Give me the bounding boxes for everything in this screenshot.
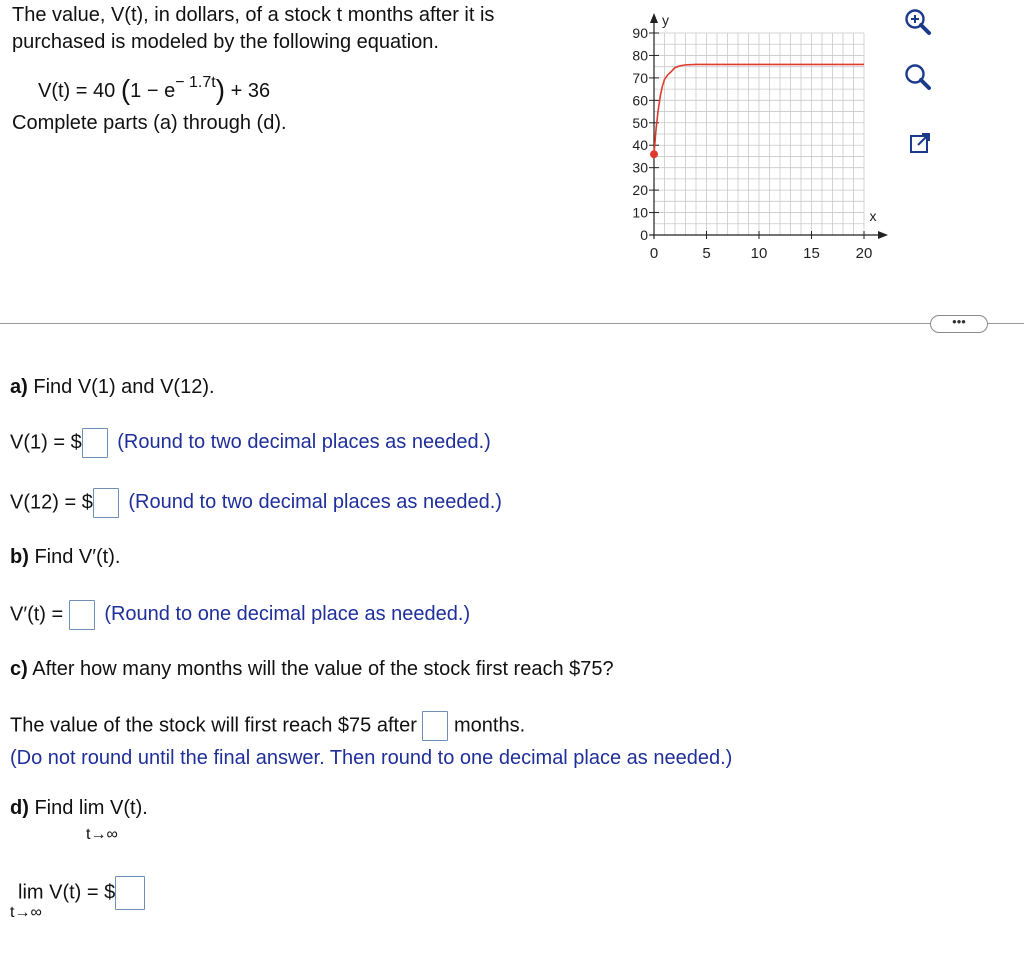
v12-label: V(12) = $ [10,491,93,514]
x-axis-arrow [878,231,888,239]
y-axis-label: y [662,12,669,28]
x-tick-label: 0 [649,245,659,262]
x-axis-label: x [869,208,877,224]
v12-answer-input[interactable] [93,488,119,518]
months-answer-input[interactable] [422,711,448,741]
y-tick-label: 20 [632,182,648,199]
x-tick-label: 15 [803,245,820,262]
vprime-answer-input[interactable] [69,600,95,630]
zoom-out-icon[interactable] [901,60,935,94]
intro-line-2: purchased is modeled by the following equation. [12,31,439,53]
y-tick-label: 0 [640,227,648,243]
part-a-text: Find V(1) and V(12). [27,376,215,398]
v12-row [10,488,502,518]
y-tick-label: 10 [632,204,648,221]
part-c-heading [10,658,614,681]
y-tick-label: 90 [632,25,648,41]
part-b-label: b) [10,546,29,568]
limit-word: lim [18,881,44,904]
v1-row [10,428,491,458]
zoom-in-icon[interactable] [901,5,935,39]
y-tick-label: 80 [632,47,648,64]
x-tick-label: 20 [855,245,873,262]
section-divider [0,323,1024,324]
v1-answer-input[interactable] [82,428,108,458]
part-d-heading [10,797,148,820]
vprime-label: V′(t) = [10,603,64,626]
equation-mid: 1 − e [130,80,176,102]
part-c-label: c) [10,658,28,680]
part-b-heading [10,546,120,569]
y-tick-label: 30 [632,159,648,176]
equation-exponent: − 1.7t [175,74,216,91]
part-d-label: d) [10,797,29,819]
y-tick-label: 50 [632,114,648,131]
part-c-hint: (Do not round until the final answer. Then round to one decimal place as needed.) [10,747,733,769]
x-tick-label: 5 [702,245,711,262]
vprime-hint: (Round to one decimal place as needed.) [104,603,471,626]
popout-icon[interactable] [903,126,937,160]
part-c-sentence-pre: The value of the stock will first reach $75 after [10,714,417,737]
limit-label: V(t) = $ [49,881,116,904]
intro-line-1: The value, V(t), in dollars, of a stock t months after it is [12,4,495,26]
v1-hint: (Round to two decimal places as needed.) [117,431,491,454]
part-d-heading-sub: t→∞ [86,826,118,843]
part-c-sentence-post: months. [453,714,526,737]
start-point [650,150,658,158]
part-a-label: a) [10,376,28,398]
part-c-text: After how many months will the value of the stock first reach $75? [27,658,614,680]
instructions: Complete parts (a) through (d). [12,112,287,134]
limit-answer-sub: t→∞ [10,904,42,921]
y-tick-label: 40 [632,137,648,154]
x-tick-label: 10 [750,245,768,262]
function-graph [610,2,900,272]
y-tick-label: 60 [632,92,648,109]
part-b-text: Find V′(t). [28,546,121,568]
more-options-button[interactable]: ••• [930,315,988,333]
equation-lhs: V(t) = 40 [38,80,116,102]
equation-open-paren: ( [120,74,131,105]
equation [38,72,270,104]
v1-label: V(1) = $ [10,431,82,454]
part-c-sentence [10,711,525,741]
equation-tail: + 36 [230,80,271,102]
vprime-row [10,600,470,630]
limit-answer-input[interactable] [115,876,145,910]
part-a-heading [10,376,215,399]
part-d-text: Find lim V(t). [28,797,148,819]
y-axis-arrow [650,13,658,23]
equation-close-paren: ) [215,74,226,105]
v12-hint: (Round to two decimal places as needed.) [128,491,502,514]
y-tick-label: 70 [632,69,648,86]
